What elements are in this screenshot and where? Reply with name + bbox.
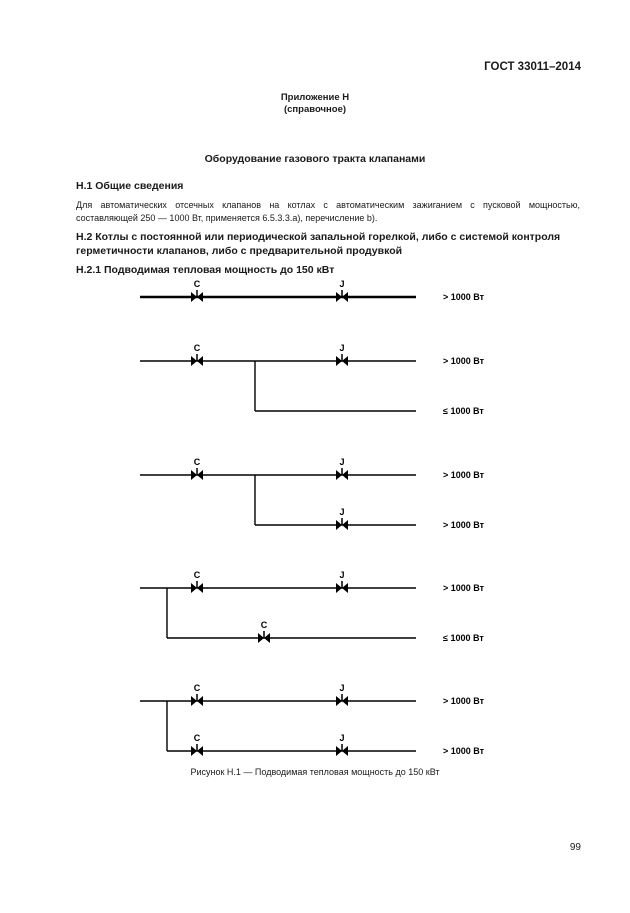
- page-number: 99: [569, 842, 581, 853]
- annex-title: Приложение Н: [280, 92, 350, 103]
- valve-label-c: C: [193, 733, 201, 743]
- valve-label-j: J: [339, 343, 345, 353]
- valve-j: [336, 468, 348, 480]
- scheme-2: [140, 343, 485, 416]
- valve-label-j: J: [339, 683, 345, 693]
- valve-c: [191, 468, 203, 480]
- valve-j: [336, 581, 348, 593]
- scheme-1: [140, 279, 485, 302]
- valve-label-j: J: [339, 279, 345, 289]
- annex-type: (справочное): [283, 104, 347, 115]
- page-title: Оборудование газового тракта клапанами: [204, 153, 426, 165]
- valve-c: [191, 744, 203, 756]
- section-heading-h21: Н.2.1 Подводимая тепловая мощность до 150 кВт: [76, 264, 335, 276]
- section-text-h1: Для автоматических отсечных клапанов на котлах с автоматическим зажиганием с пусковой мощностью, составляющей 250 — 1000 Вт, применяется 6.5.3.3.а), перечисление b).: [76, 200, 580, 223]
- power-label-high: > 1000 Вт: [443, 696, 485, 706]
- valve-label-c: C: [193, 343, 201, 353]
- power-label-low: ≤ 1000 Вт: [443, 406, 484, 416]
- valve-j: [336, 744, 348, 756]
- valve-label-j: J: [339, 570, 345, 580]
- valve-c: [191, 290, 203, 302]
- power-label-high: > 1000 Вт: [443, 520, 485, 530]
- scheme-4: [140, 570, 485, 643]
- valve-label-c: C: [260, 620, 268, 630]
- valve-label-c: C: [193, 279, 201, 289]
- valve-c: [191, 581, 203, 593]
- valve-label-c: C: [193, 457, 201, 467]
- valve-j: [336, 518, 348, 530]
- valve-label-c: C: [193, 570, 201, 580]
- standard-number: ГОСТ 33011–2014: [484, 61, 581, 73]
- scheme-3: [140, 457, 485, 530]
- power-label-high: > 1000 Вт: [443, 292, 485, 302]
- valve-j: [336, 694, 348, 706]
- power-label-low: ≤ 1000 Вт: [443, 633, 484, 643]
- power-label-high: > 1000 Вт: [443, 470, 485, 480]
- valve-label-j: J: [339, 457, 345, 467]
- valve-label-j: J: [339, 507, 345, 517]
- section-heading-h1: Н.1 Общие сведения: [76, 180, 184, 192]
- valve-c: [191, 694, 203, 706]
- valve-c: [191, 354, 203, 366]
- valve-label-j: J: [339, 733, 345, 743]
- power-label-high: > 1000 Вт: [443, 583, 485, 593]
- power-label-high: > 1000 Вт: [443, 746, 485, 756]
- valve-label-c: C: [193, 683, 201, 693]
- valve-j: [336, 290, 348, 302]
- valve-c: [258, 631, 270, 643]
- section-heading-h2: Н.2 Котлы с постоянной или периодической запальной горелкой, либо с системой контроля герметичности клапанов, либо с предварительной продувкой: [76, 231, 561, 257]
- figure-caption: Рисунок Н.1 — Подводимая тепловая мощность до 150 кВт: [190, 767, 440, 777]
- power-label-high: > 1000 Вт: [443, 356, 485, 366]
- scheme-5: [140, 683, 485, 756]
- valve-j: [336, 354, 348, 366]
